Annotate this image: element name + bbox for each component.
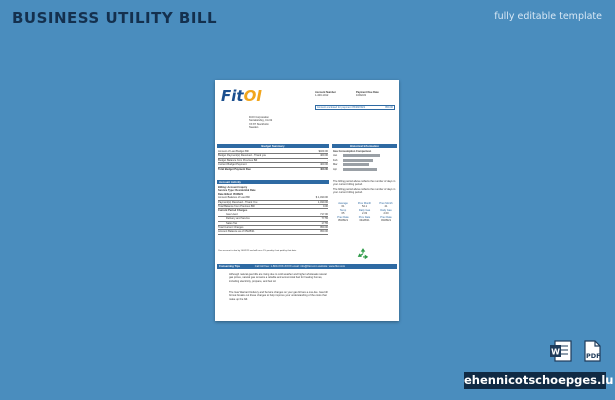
activity-row: [218, 230, 328, 234]
activity-value: 950.00: [320, 230, 328, 234]
pdf-icon[interactable]: [580, 339, 604, 363]
activity-label: Sales Tax: [226, 221, 238, 225]
history-cell: 03/28/21: [380, 219, 392, 223]
history-cell: Temp: [339, 208, 347, 212]
conserving-tips-bar: Conserving Tips Call toll free: 1-800-XXX-XXXX email: info@fitoi.com website: www.fitoi.com: [217, 264, 397, 269]
activity-value: 1,490.00: [317, 200, 328, 204]
history-cell: 65: [341, 212, 345, 216]
activity-label: Billing: Account Inquiry: [218, 186, 248, 189]
history-cell: 2.33: [361, 212, 368, 216]
account-number-block: Account Number 1-400-1012: [315, 91, 336, 98]
history-cell: Daily Gas: [380, 208, 392, 212]
budget-total-row: Total Budget Payment Due 400.00: [218, 167, 328, 171]
activity-label: Account Balance as of 05/28/21: [218, 230, 255, 234]
history-cell: Prev Date: [358, 215, 371, 219]
history-cell: 2.00: [383, 212, 389, 216]
file-format-icons: [549, 339, 604, 363]
footer-text-2: The Gas Warrant Delivery and Service charges on your gas bill are a one-fee. Gas bill format breaks out these charges to help improve your understanding of the costs that make up the bill.: [229, 291, 328, 301]
account-activity-table: [218, 186, 328, 235]
activity-value: 0.00: [322, 205, 328, 209]
history-cell: Prev Month: [379, 202, 393, 205]
account-activity-bar: Account Activity: [217, 180, 329, 184]
history-cell: Prev Date: [337, 215, 349, 219]
gas-consumption-chart: Gas Consumption Comparison Jan Feb Mar Apr: [333, 150, 396, 172]
history-cell: Prev Month: [357, 202, 372, 205]
budget-row: Budget Balance from Previous Bill -: [218, 158, 328, 162]
history-cell: 04/28/21: [359, 219, 370, 223]
gas-bar-label: Apr: [333, 167, 338, 171]
gas-bar-label: Jan: [333, 154, 338, 157]
activity-label: Delivery and Service: [226, 217, 250, 221]
activity-value: 17.55: [321, 221, 328, 225]
history-cell: 41: [384, 205, 388, 209]
budget-row: Budget Payment(s) Received - Thank you 400.00: [218, 154, 328, 158]
historical-info-bar: Historical Information: [332, 144, 397, 148]
history-cell: Daily Gas: [358, 208, 371, 212]
history-cell: Prev Date: [380, 215, 392, 219]
activity-note: Your account is due by 10/02/22 and will incur 1% penalty if not paid by that date.: [218, 250, 297, 252]
word-icon[interactable]: [549, 339, 573, 363]
bill-document: [215, 80, 399, 321]
amount-enclosed-box: Amount enclosed for payment 05/28/2021 950.00: [317, 106, 393, 109]
footer-text-1: Although natural gas bills are rising due to cold weather and higher wholesale natural gas prices, natural gas remains a reliable and economical fuel for heating homes, including electricity, propane, and fuel oil.: [229, 273, 327, 283]
history-row: [333, 219, 396, 222]
brand-watermark: ehennicotschoepges.lu: [464, 373, 614, 387]
budget-summary-bar: Budget Summary: [217, 144, 329, 148]
activity-label: Payment(s) Received - Thank You: [218, 200, 258, 204]
activity-label: Service Type: Residential Rate: [218, 189, 256, 193]
activity-label: Gas Used: [226, 212, 238, 216]
gas-bar-row: [333, 167, 396, 172]
activity-label: Total Balance from Previous Bill: [218, 205, 255, 209]
history-cell: Average: [338, 202, 348, 205]
gas-bar: [343, 159, 373, 162]
gas-bar-label: Feb: [333, 158, 338, 162]
activity-label: Date Billed: 05/28/21: [218, 192, 244, 196]
gas-bar: [343, 168, 377, 171]
activity-label: Current Period Charges: [218, 209, 248, 213]
svg-text:W: W: [551, 347, 560, 357]
history-cell: 05/28/21: [337, 219, 349, 223]
activity-value: 950.00: [320, 226, 328, 230]
history-cell: 54.1: [361, 205, 368, 209]
activity-value: 717.00: [320, 212, 328, 216]
recycle-icon: [356, 247, 370, 261]
budget-summary-table: [218, 150, 328, 171]
history-table: [333, 202, 396, 222]
gas-bar: [343, 154, 380, 157]
history-notes: The billing period above reflects the number of days in your current billing period. The billing period above reflects the number of days in your current billing period.: [333, 180, 396, 195]
activity-value: $ 1,490.00: [315, 196, 328, 200]
page-title: BUSINESS UTILITY BILL: [12, 9, 218, 27]
fitoi-logo: FitOI: [221, 87, 262, 105]
gas-bar: [343, 163, 369, 166]
budget-row: Amount of Last Budget Bill $400.00: [218, 150, 328, 153]
due-date-block: Payment Due Date 10/02/22: [356, 91, 379, 98]
activity-value: 77.55: [321, 217, 328, 221]
budget-row: Current Budget Payment 400.00: [218, 163, 328, 167]
gas-bar-label: Mar: [333, 163, 338, 167]
activity-label: Total Current Charges: [218, 226, 244, 230]
activity-label: Amount Balance of Last Bill: [218, 196, 250, 200]
page-subtitle: fully editable template: [494, 11, 602, 22]
history-cell: 61: [341, 205, 345, 209]
mailing-address: FitOI Corporation Storskärsbrg, CA 02 XX 87 Stockholm Sweden: [249, 116, 273, 130]
pdf-icon-label: PDF: [586, 352, 601, 360]
